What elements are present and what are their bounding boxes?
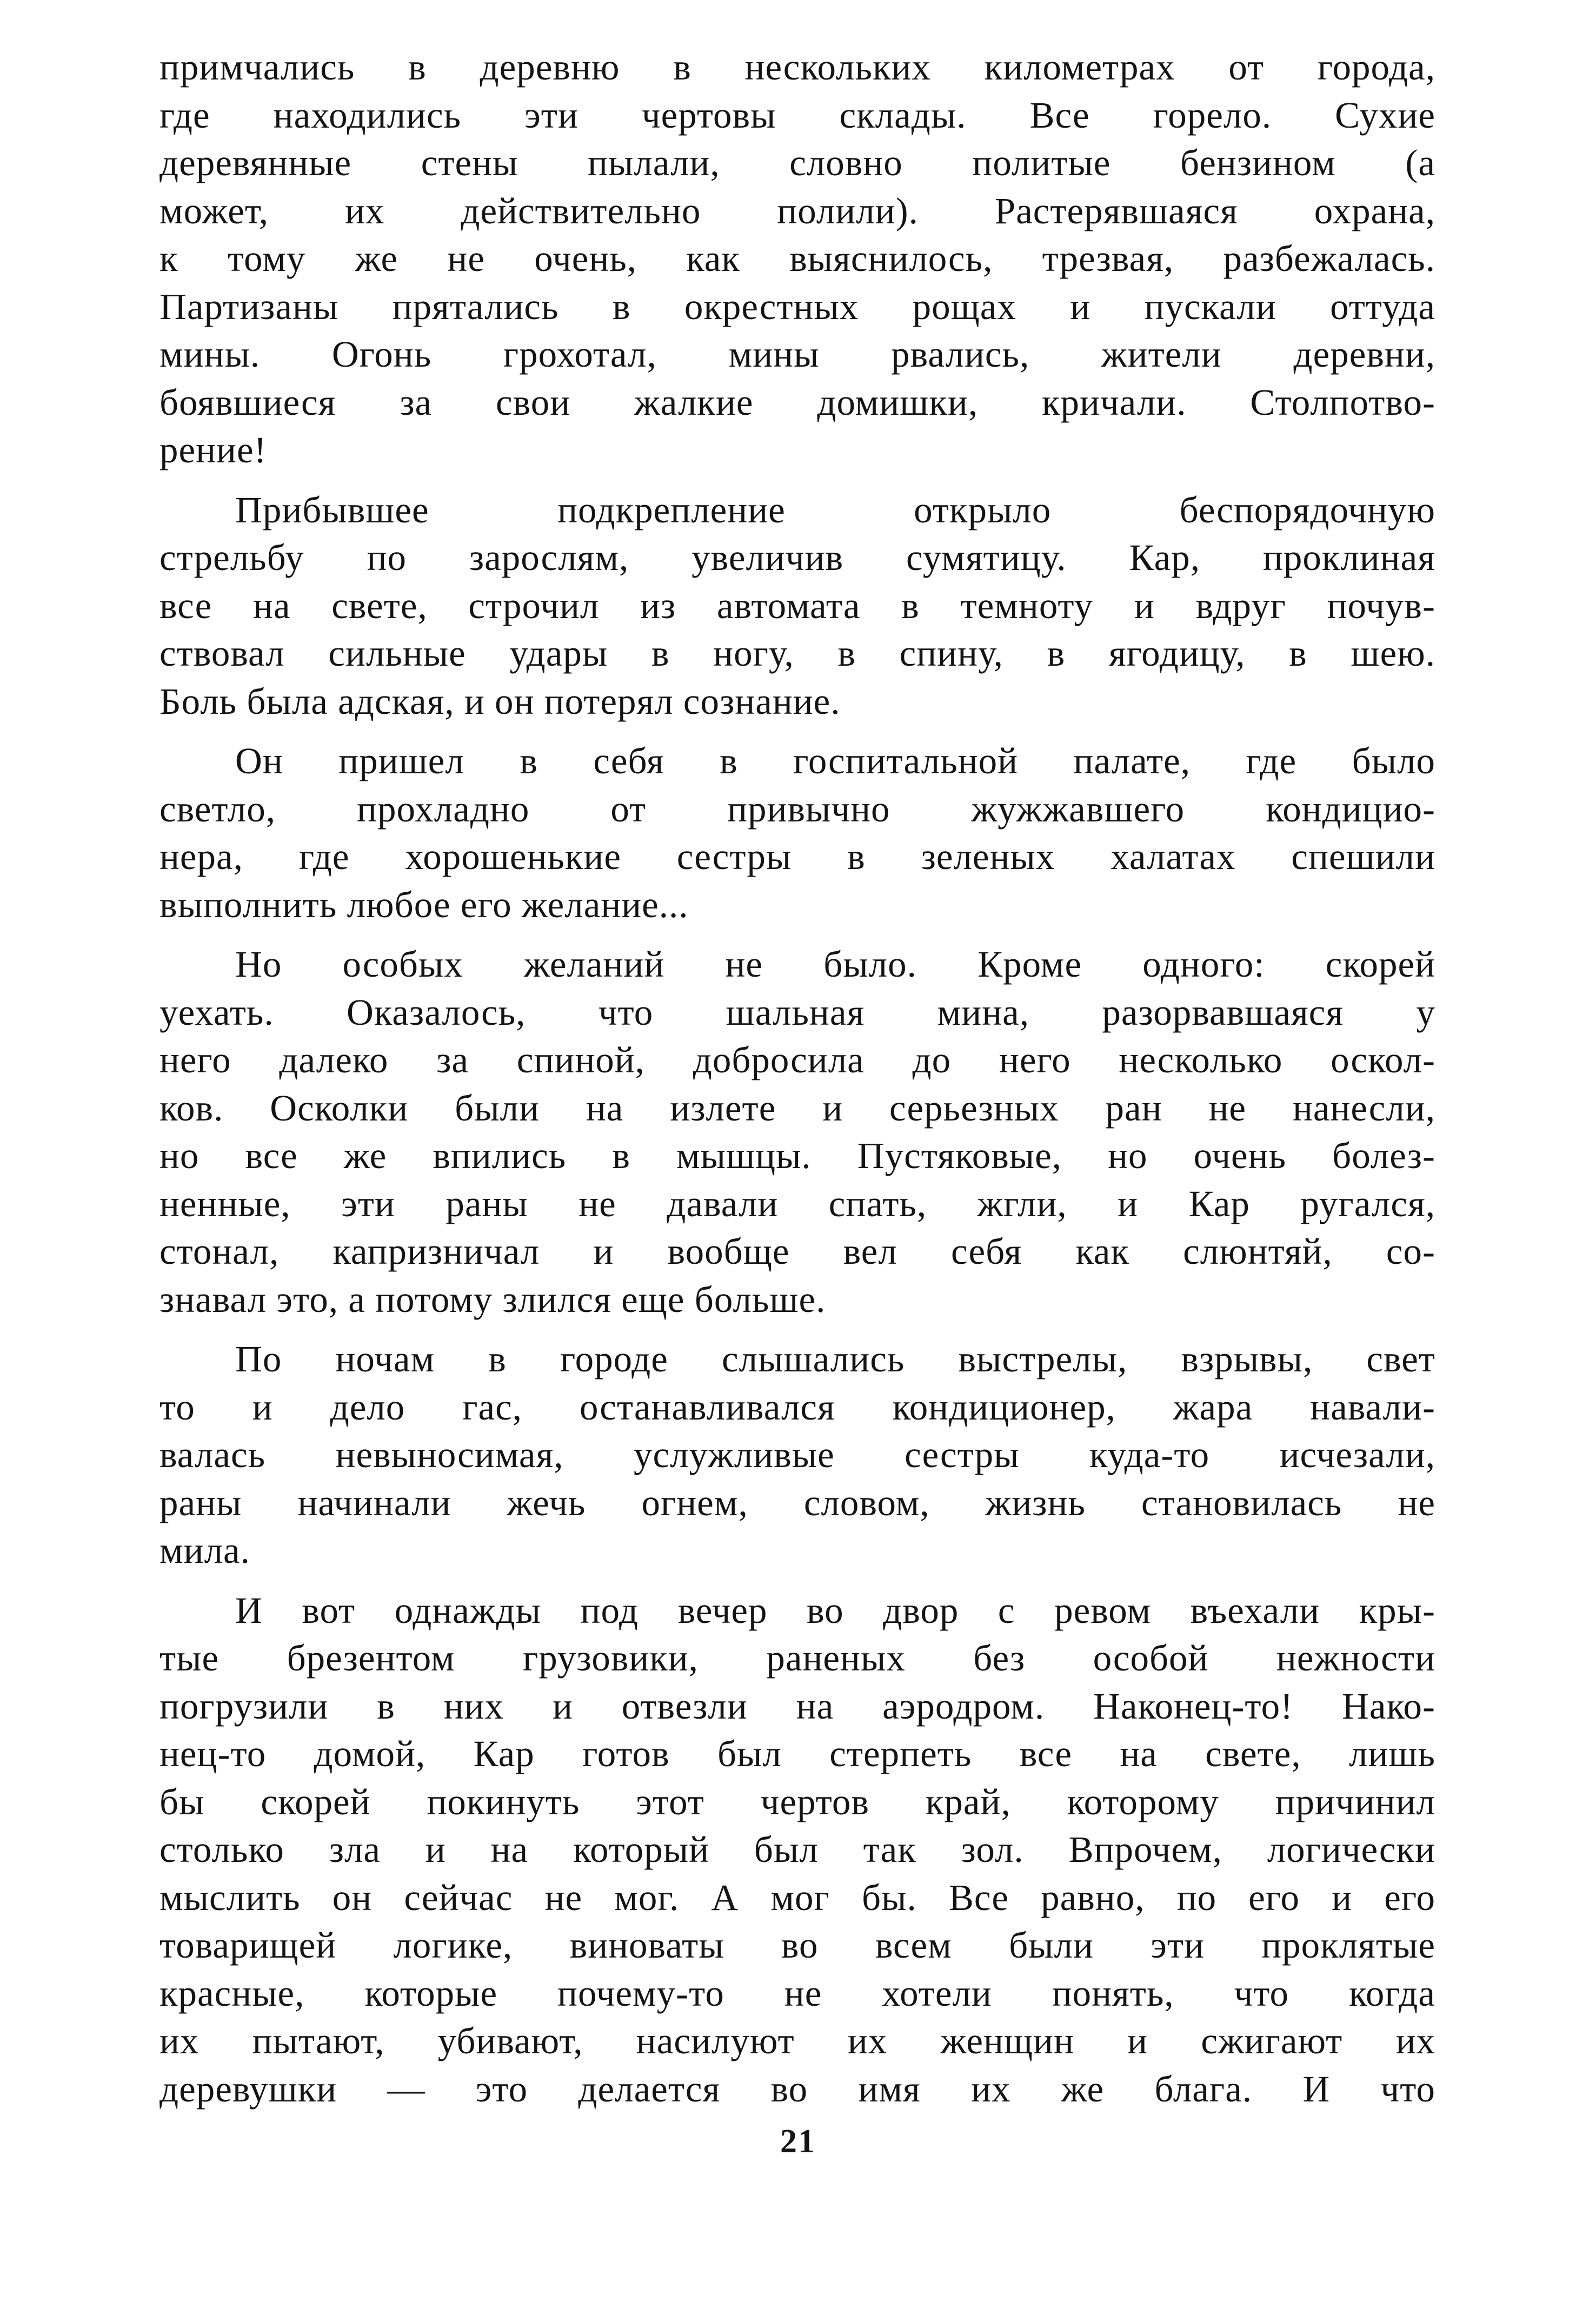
text-line: может, их действительно полили). Растерявшаяся охрана,	[159, 190, 1435, 231]
text-line: стрельбу по зарослям, увеличив сумятицу. Кар, проклиная	[159, 537, 1435, 578]
text-line: светло, прохладно от привычно жужжавшего кондицио-	[159, 788, 1435, 830]
paragraph	[159, 1335, 1435, 1575]
text-line: к тому же не очень, как выяснилось, трезвая, разбежалась.	[159, 238, 1435, 279]
text-line: мила.	[159, 1530, 250, 1571]
text-line: него далеко за спиной, добросила до него несколько оскол-	[159, 1039, 1435, 1080]
text-line: ков. Осколки были на излете и серьезных ран не нанесли,	[159, 1087, 1435, 1129]
text-line: валась невыносимая, услужливые сестры куда-то исчезали,	[159, 1434, 1435, 1475]
text-line: ствовал сильные удары в ногу, в спину, в ягодицу, в шею.	[159, 633, 1435, 674]
text-line: Но особых желаний не было. Кроме одного: скорей	[235, 944, 1435, 985]
text-line: По ночам в городе слышались выстрелы, взрывы, свет	[235, 1338, 1435, 1380]
paragraph	[159, 43, 1435, 474]
text-line: деревянные стены пылали, словно политые бензином (а	[159, 142, 1435, 183]
text-line: бы скорей покинуть этот чертов край, которому причинил	[159, 1781, 1435, 1822]
paragraph	[159, 940, 1435, 1323]
text-line: нера, где хорошенькие сестры в зеленых халатах спешили	[159, 836, 1435, 877]
text-line: уехать. Оказалось, что шальная мина, разорвавшаяся у	[159, 991, 1435, 1033]
text-line: мины. Огонь грохотал, мины рвались, жители деревни,	[159, 334, 1435, 375]
text-line: И вот однажды под вечер во двор с ревом въехали кры-	[235, 1589, 1435, 1631]
text-line: то и дело гас, останавливался кондиционер, жара навали-	[159, 1386, 1435, 1428]
text-body	[159, 43, 1435, 2113]
paragraph	[159, 486, 1435, 726]
text-line: раны начинали жечь огнем, словом, жизнь становилась не	[159, 1482, 1435, 1523]
text-line: рение!	[159, 429, 267, 470]
text-line: выполнить любое его желание...	[159, 884, 689, 925]
book-page	[159, 43, 1435, 2125]
paragraph	[159, 737, 1435, 929]
text-line: боявшиеся за свои жалкие домишки, кричали. Столпотво-	[159, 381, 1435, 423]
text-line: погрузили в них и отвезли на аэродром. Наконец-то! Нако-	[159, 1685, 1435, 1727]
text-line: примчались в деревню в нескольких километрах от города,	[159, 47, 1435, 88]
paragraph	[159, 1587, 1435, 2113]
text-line: столько зла и на который был так зол. Впрочем, логически	[159, 1829, 1435, 1870]
page-number: 21	[780, 2123, 816, 2160]
text-line: но все же впились в мышцы. Пустяковые, но очень болез-	[159, 1135, 1435, 1176]
text-line: стонал, капризничал и вообще вел себя как слюнтяй, со-	[159, 1231, 1435, 1272]
text-line: деревушки — это делается во имя их же блага. И что	[159, 2068, 1435, 2110]
text-line: Прибывшее подкрепление открыло беспорядочную	[235, 489, 1435, 530]
text-line: товарищей логике, виноваты во всем были эти проклятые	[159, 1925, 1435, 1966]
text-line: красные, которые почему-то не хотели понять, что когда	[159, 1972, 1435, 2014]
text-line: знавал это, а потому злился еще больше.	[159, 1278, 826, 1320]
text-line: Он пришел в себя в госпитальной палате, где было	[235, 740, 1435, 781]
text-line: нец-то домой, Кар готов был стерпеть все на свете, лишь	[159, 1733, 1435, 1774]
text-line: где находились эти чертовы склады. Все горело. Сухие	[159, 94, 1435, 136]
text-line: все на свете, строчил из автомата в темноту и вдруг почув-	[159, 585, 1435, 626]
text-line: тые брезентом грузовики, раненых без особой нежности	[159, 1637, 1435, 1679]
text-line: мыслить он сейчас не мог. А мог бы. Все равно, по его и его	[159, 1876, 1435, 1918]
text-line: ненные, эти раны не давали спать, жгли, и Кар ругался,	[159, 1183, 1435, 1224]
text-line: Партизаны прятались в окрестных рощах и пускали оттуда	[159, 286, 1435, 327]
text-line: Боль была адская, и он потерял сознание.	[159, 680, 841, 722]
text-line: их пытают, убивают, насилуют их женщин и сжигают их	[159, 2020, 1435, 2061]
